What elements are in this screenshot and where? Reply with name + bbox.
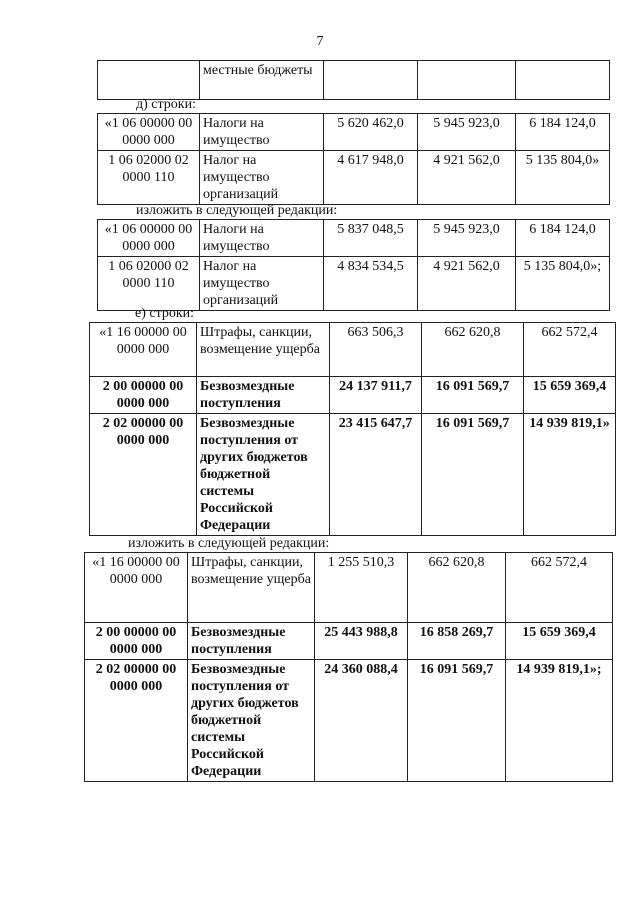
code-cell xyxy=(98,61,200,100)
value-cell: 16 858 269,7 xyxy=(408,623,506,660)
code-cell: «1 06 00000 00 0000 000 xyxy=(98,220,200,257)
table-row xyxy=(90,414,616,536)
code-cell: «1 16 00000 00 0000 000 xyxy=(85,553,188,623)
table-row xyxy=(85,623,613,660)
value-cell: 4 921 562,0 xyxy=(418,257,516,311)
value-cell: 25 443 988,8 xyxy=(315,623,408,660)
table-row xyxy=(85,553,613,623)
table-row xyxy=(90,377,616,414)
caption-section-e: е) строки: xyxy=(135,306,195,321)
table-row xyxy=(98,220,610,257)
name-cell: Штрафы, санкции, возмещение ущерба xyxy=(188,553,315,623)
value-cell: 23 415 647,7 xyxy=(330,414,422,536)
caption-section-d-new: изложить в следующей редакции: xyxy=(136,203,338,218)
value-cell: 15 659 369,4 xyxy=(506,623,613,660)
table-row xyxy=(98,151,610,205)
name-cell: Штрафы, санкции, возмещение ущерба xyxy=(197,323,330,377)
value-cell: 16 091 569,7 xyxy=(408,660,506,782)
value-cell: 24 137 911,7 xyxy=(330,377,422,414)
name-cell: Налоги на имущество xyxy=(200,114,324,151)
table-section-e-new xyxy=(84,552,613,782)
value-cell: 5 135 804,0» xyxy=(516,151,610,205)
value-cell: 16 091 569,7 xyxy=(422,377,524,414)
table-section-d-old xyxy=(97,113,610,205)
value-cell: 24 360 088,4 xyxy=(315,660,408,782)
name-cell: местные бюджеты xyxy=(200,61,324,100)
name-cell: Налог на имущество организаций xyxy=(200,151,324,205)
value-cell: 662 572,4 xyxy=(506,553,613,623)
value-cell: 6 184 124,0 xyxy=(516,114,610,151)
value-cell: 4 921 562,0 xyxy=(418,151,516,205)
table-section-d-new xyxy=(97,219,610,311)
name-cell: Безвозмездные поступления от других бюджетов бюджетной системы Российской Федерации xyxy=(197,414,330,536)
value-cell xyxy=(516,61,610,100)
value-cell: 5 945 923,0 xyxy=(418,220,516,257)
name-cell: Налоги на имущество xyxy=(200,220,324,257)
caption-section-e-new: изложить в следующей редакции: xyxy=(128,536,330,551)
table-row xyxy=(98,61,610,100)
value-cell: 662 620,8 xyxy=(422,323,524,377)
code-cell: «1 06 00000 00 0000 000 xyxy=(98,114,200,151)
table-top-fragment xyxy=(97,60,610,100)
value-cell: 5 837 048,5 xyxy=(324,220,418,257)
name-cell: Безвозмездные поступления xyxy=(188,623,315,660)
value-cell: 5 945 923,0 xyxy=(418,114,516,151)
value-cell: 663 506,3 xyxy=(330,323,422,377)
code-cell: «1 16 00000 00 0000 000 xyxy=(90,323,197,377)
page-number: 7 xyxy=(316,34,324,49)
value-cell: 1 255 510,3 xyxy=(315,553,408,623)
code-cell: 1 06 02000 02 0000 110 xyxy=(98,257,200,311)
value-cell xyxy=(324,61,418,100)
table-row xyxy=(98,257,610,311)
value-cell: 662 572,4 xyxy=(524,323,616,377)
value-cell: 4 617 948,0 xyxy=(324,151,418,205)
table-row xyxy=(85,660,613,782)
table-row xyxy=(98,114,610,151)
caption-section-d: д) строки: xyxy=(136,97,196,112)
value-cell: 16 091 569,7 xyxy=(422,414,524,536)
code-cell: 2 00 00000 00 0000 000 xyxy=(85,623,188,660)
name-cell: Безвозмездные поступления xyxy=(197,377,330,414)
value-cell xyxy=(418,61,516,100)
table-row xyxy=(90,323,616,377)
table-section-e-old xyxy=(89,322,616,536)
value-cell: 14 939 819,1» xyxy=(524,414,616,536)
value-cell: 14 939 819,1»; xyxy=(506,660,613,782)
value-cell: 5 135 804,0»; xyxy=(516,257,610,311)
value-cell: 4 834 534,5 xyxy=(324,257,418,311)
code-cell: 1 06 02000 02 0000 110 xyxy=(98,151,200,205)
value-cell: 6 184 124,0 xyxy=(516,220,610,257)
code-cell: 2 02 00000 00 0000 000 xyxy=(90,414,197,536)
code-cell: 2 02 00000 00 0000 000 xyxy=(85,660,188,782)
value-cell: 5 620 462,0 xyxy=(324,114,418,151)
value-cell: 15 659 369,4 xyxy=(524,377,616,414)
value-cell: 662 620,8 xyxy=(408,553,506,623)
code-cell: 2 00 00000 00 0000 000 xyxy=(90,377,197,414)
name-cell: Налог на имущество организаций xyxy=(200,257,324,311)
name-cell: Безвозмездные поступления от других бюджетов бюджетной системы Российской Федерации xyxy=(188,660,315,782)
